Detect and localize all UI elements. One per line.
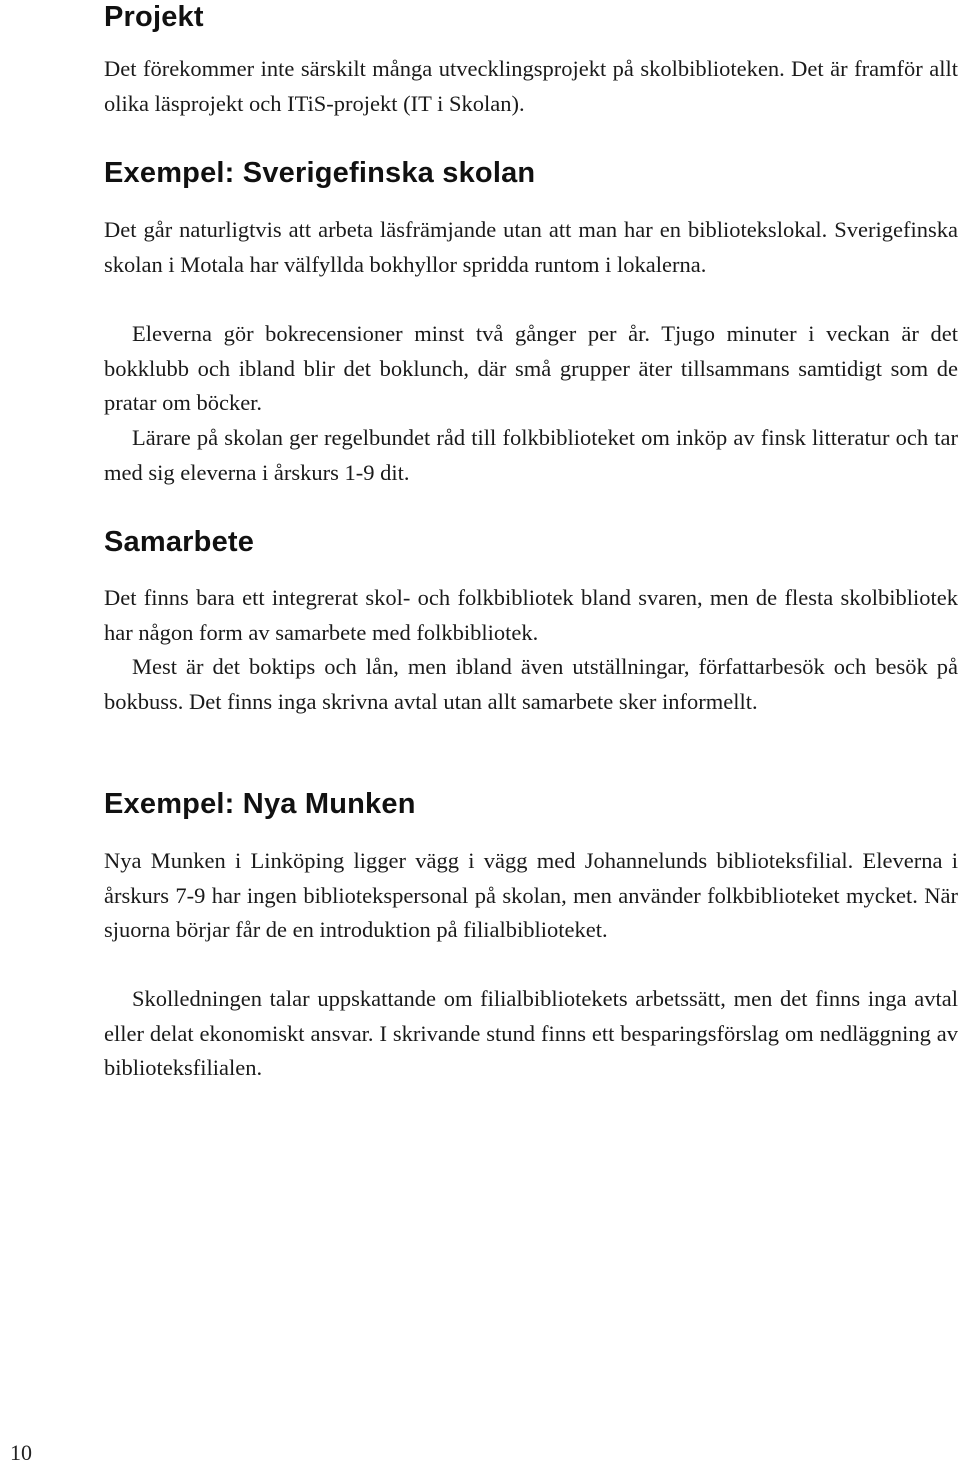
section-heading-sverigefinska-skolan: Exempel: Sverigefinska skolan — [104, 157, 536, 189]
paragraph: Eleverna gör bokrecensioner minst två gånger per år. Tjugo minuter i veckan är det bokklubb och ibland blir det boklunch, där små grupper äter tillsammans samtidigt som de pratar om böcker. — [104, 321, 958, 415]
paragraph: Det finns bara ett integrerat skol- och folkbibliotek bland svaren, men de flesta skolbibliotek har någon form av samarbete med folkbibliotek. — [104, 585, 958, 645]
paragraph: Skolledningen talar uppskattande om filialbibliotekets arbetssätt, men det finns inga avtal eller delat ekonomiskt ansvar. I skrivande stund finns ett besparingsförslag om nedläggning av biblioteksfilialen. — [104, 986, 958, 1080]
section-heading-projekt: Projekt — [104, 1, 204, 33]
paragraph: Nya Munken i Linköping ligger vägg i vägg med Johannelunds biblioteksfilial. Eleverna i årskurs 7-9 har ingen bibliotekspersonal på skolan, men använder folkbiblioteket mycket. När sjuorna börjar får de en introduktion på filialbiblioteket. — [104, 848, 958, 942]
paragraph: Mest är det boktips och lån, men ibland även utställningar, författarbesök och besök på bokbuss. Det finns inga skrivna avtal utan allt samarbete sker informellt. — [104, 654, 958, 714]
paragraph: Det förekommer inte särskilt många utvecklingsprojekt på skolbiblioteken. Det är framför allt olika läsprojekt och ITiS-projekt (IT i Skolan). — [104, 56, 958, 116]
paragraph: Lärare på skolan ger regelbundet råd till folkbiblioteket om inköp av finsk litteratur och tar med sig eleverna i årskurs 1-9 dit. — [104, 425, 958, 485]
section-heading-nya-munken: Exempel: Nya Munken — [104, 788, 416, 820]
paragraph: Det går naturligtvis att arbeta läsfrämjande utan att man har en bibliotekslokal. Sverigefinska skolan i Motala har välfyllda bokhyllor spridda runtom i lokalerna. — [104, 217, 958, 277]
section-heading-samarbete: Samarbete — [104, 526, 255, 558]
page-number: 10 — [10, 1440, 32, 1465]
